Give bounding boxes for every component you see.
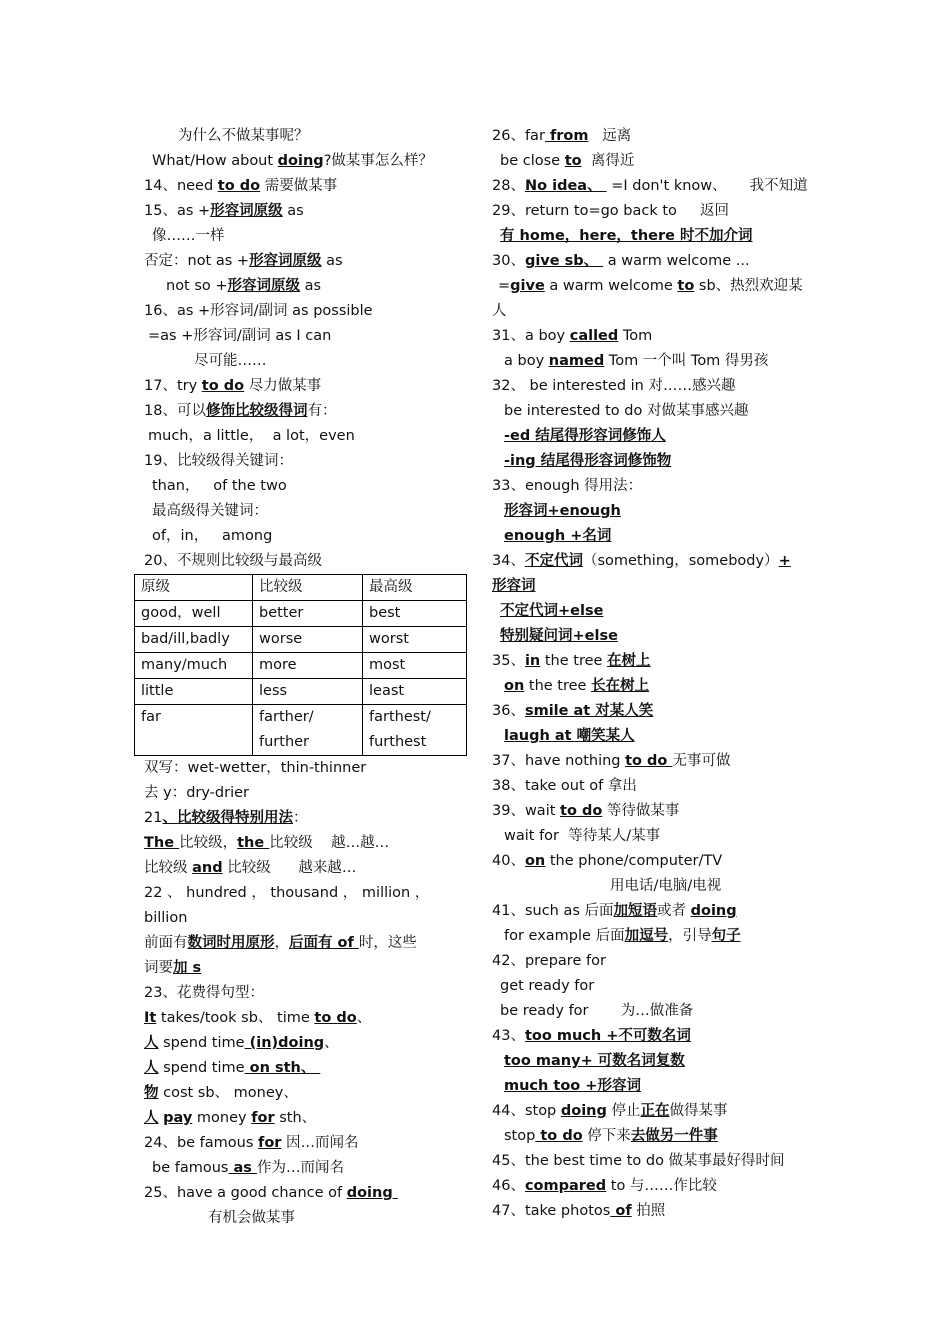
line-text: 30、: [492, 253, 525, 269]
line-text: 因…而闻名: [281, 1135, 359, 1151]
line-text: 做得某事: [669, 1103, 728, 1119]
emphasis-text: 修饰比较级得词: [205, 403, 308, 419]
emphasis-text: doing: [690, 903, 737, 919]
emphasis-text: on: [524, 853, 546, 869]
left-lines-bottom: [144, 756, 470, 1231]
emphasis-text: The: [144, 835, 180, 851]
line-text: 为什么不做某事呢？: [178, 128, 309, 144]
emphasis-text: 正在: [640, 1103, 670, 1119]
emphasis-text: 不定代词+else: [500, 603, 604, 619]
text-line: [144, 931, 470, 956]
table-row: [135, 627, 467, 653]
emphasis-text: named: [548, 353, 605, 369]
emphasis-text: give sb、: [524, 253, 604, 269]
emphasis-text: -ing 结尾得形容词修饰物: [504, 453, 672, 469]
table-row: [135, 601, 467, 627]
emphasis-text: in: [524, 653, 541, 669]
line-text: 去 y：dry-drier: [144, 785, 249, 801]
emphasis-text: to do: [625, 753, 673, 769]
line-text: 词要: [144, 960, 173, 976]
line-text: a boy: [504, 353, 549, 369]
emphasis-text: give: [510, 278, 545, 294]
text-line: [144, 1181, 470, 1206]
table-cell: 最高级: [363, 575, 467, 601]
line-text: 18、可以: [144, 403, 206, 419]
text-line: [144, 124, 470, 149]
line-text: 否定：not as +: [144, 253, 250, 269]
line-text: takes/took sb、 time: [156, 1010, 315, 1026]
text-line: [492, 824, 810, 849]
line-text: 需要做某事: [260, 178, 338, 194]
text-line: [144, 881, 470, 931]
text-line: [492, 549, 810, 574]
text-line: [144, 956, 470, 981]
emphasis-text: for: [258, 1135, 282, 1151]
text-line: [492, 1174, 810, 1199]
emphasis-text: 数词时用原形: [187, 935, 275, 951]
line-text: 比较级 越…越…: [269, 835, 390, 851]
emphasis-text: 加短语: [613, 903, 658, 919]
text-line: [492, 449, 810, 474]
line-text: 36、: [492, 703, 525, 719]
text-line: [144, 224, 470, 249]
emphasis-text: 长在树上: [591, 678, 650, 694]
line-text: ，引导: [668, 928, 712, 944]
table-row: [135, 679, 467, 705]
text-line: [492, 249, 810, 274]
line-text: as: [300, 278, 322, 294]
emphasis-text: too many+ 可数名词复数: [504, 1053, 685, 1069]
line-text: 15、as +: [144, 203, 211, 219]
text-line: [492, 674, 810, 699]
emphasis-text: 人: [144, 1060, 159, 1076]
text-line: [144, 1106, 470, 1131]
line-text: 25、have a good chance of: [144, 1185, 347, 1201]
text-line: [144, 524, 470, 549]
text-line: [144, 199, 470, 224]
line-text: 21: [144, 810, 163, 826]
text-line: [492, 999, 810, 1024]
line-text: 31、a boy: [492, 328, 570, 344]
emphasis-text: pay: [163, 1110, 193, 1126]
line-text: as: [321, 253, 343, 269]
line-text: 无事可做: [672, 753, 731, 769]
emphasis-text: 、比较级得特别用法: [162, 810, 293, 826]
text-line: [492, 399, 810, 424]
emphasis-text: laugh at 嘲笑某人: [504, 728, 635, 744]
table-row: [135, 705, 467, 756]
text-line: [492, 324, 810, 349]
line-text: 拍照: [631, 1203, 666, 1219]
text-line: [492, 899, 810, 924]
emphasis-text: 有 home，here，there 时不加介词: [500, 228, 753, 244]
line-text: =: [498, 278, 511, 294]
table-cell: least: [363, 679, 467, 705]
line-text: as: [282, 203, 304, 219]
text-line: [144, 174, 470, 199]
emphasis-text: doing: [277, 153, 324, 169]
text-line: [492, 649, 810, 674]
text-line: [492, 724, 810, 749]
line-text: wait for 等待某人/某事: [504, 828, 661, 844]
line-text: 17、try: [144, 378, 202, 394]
table-cell: bad/ill,badly: [135, 627, 253, 653]
line-text: 41、such as 后面: [492, 903, 614, 919]
line-text: 、: [356, 1010, 372, 1026]
left-lines-top: [144, 124, 470, 574]
text-line: [492, 924, 810, 949]
line-text: to 与……作比较: [606, 1178, 717, 1194]
emphasis-text: 形容词: [492, 578, 536, 594]
emphasis-text: 人: [144, 1110, 159, 1126]
text-line: [492, 174, 810, 199]
emphasis-text: 加逗号: [624, 928, 669, 944]
line-text: not so +: [166, 278, 228, 294]
line-text: 像……一样: [152, 228, 225, 244]
line-text: a warm welcome: [544, 278, 678, 294]
line-text: 尽力做某事: [244, 378, 322, 394]
line-text: Tom: [618, 328, 653, 344]
emphasis-text: as: [228, 1160, 257, 1176]
line-text: 人: [492, 303, 507, 319]
text-line: [492, 1099, 810, 1124]
line-text: 双写：wet-wetter，thin-thinner: [144, 760, 367, 776]
line-text: 38、take out of 拿出: [492, 778, 637, 794]
line-text: stop: [504, 1128, 536, 1144]
text-line: [492, 474, 810, 499]
emphasis-text: 形容词原级: [210, 203, 283, 219]
line-text: 39、wait: [492, 803, 561, 819]
text-line: [144, 1056, 470, 1081]
line-text: 32、 be interested in 对……感兴趣: [492, 378, 736, 394]
emphasis-text: to do: [201, 378, 245, 394]
line-text: （something，somebody）: [582, 553, 779, 569]
line-text: a warm welcome ...: [603, 253, 750, 269]
line-text: 40、: [492, 853, 525, 869]
table-cell: best: [363, 601, 467, 627]
line-text: 作为…而闻名: [256, 1160, 344, 1176]
text-line: [144, 149, 470, 174]
emphasis-text: 形容词原级: [249, 253, 322, 269]
emphasis-text: to do: [535, 1128, 583, 1144]
line-text: 45、the best time to do 做某事最好得时间: [492, 1153, 785, 1169]
emphasis-text: 人: [144, 1035, 159, 1051]
table-cell: 比较级: [253, 575, 363, 601]
emphasis-text: -ed 结尾得形容词修饰人: [504, 428, 666, 444]
text-line: [492, 774, 810, 799]
text-line: [144, 1006, 470, 1031]
line-text: 前面有: [144, 935, 188, 951]
emphasis-text: (in)doing: [244, 1035, 325, 1051]
emphasis-text: 不定代词: [524, 553, 583, 569]
emphasis-text: smile at 对某人笑: [524, 703, 654, 719]
line-text: 19、比较级得关键词：: [144, 453, 293, 469]
emphasis-text: 去做另一件事: [630, 1128, 718, 1144]
text-line: [492, 1024, 810, 1049]
text-line: [492, 849, 810, 874]
text-line: [144, 424, 470, 449]
text-line: [492, 974, 810, 999]
text-line: [492, 524, 810, 549]
right-lines: [492, 124, 810, 1224]
right-column: [492, 124, 810, 1224]
text-line: [492, 1199, 810, 1224]
line-text: ，: [274, 935, 289, 951]
text-line: [492, 199, 810, 224]
emphasis-text: to do: [314, 1010, 357, 1026]
table-cell: most: [363, 653, 467, 679]
emphasis-text: doing: [560, 1103, 607, 1119]
line-text: 47、take photos: [492, 1203, 611, 1219]
line-text: 比较级 越来越…: [222, 860, 357, 876]
emphasis-text: 形容词+enough: [504, 503, 621, 519]
line-text: 等待做某事: [602, 803, 680, 819]
line-text: What/How about: [152, 153, 278, 169]
table-cell: many/much: [135, 653, 253, 679]
table-cell: less: [253, 679, 363, 705]
table-cell: little: [135, 679, 253, 705]
text-line: [492, 124, 810, 149]
line-text: 20、不规则比较级与最高级: [144, 553, 322, 569]
table-cell: more: [253, 653, 363, 679]
emphasis-text: 物: [144, 1085, 159, 1101]
line-text: 离得近: [581, 153, 635, 169]
line-text: 34、: [492, 553, 525, 569]
text-line: [492, 374, 810, 399]
line-text: the tree: [540, 653, 608, 669]
text-line: [492, 1049, 810, 1074]
table-cell: far: [135, 705, 253, 756]
emphasis-text: to do: [217, 178, 261, 194]
line-text: cost sb、 money、: [158, 1085, 298, 1101]
text-line: [492, 574, 810, 599]
emphasis-text: No idea、: [524, 178, 607, 194]
text-line: [144, 399, 470, 424]
table-cell: better: [253, 601, 363, 627]
text-line: [144, 856, 470, 881]
text-line: [492, 1149, 810, 1174]
line-text: 远离: [588, 128, 632, 144]
line-text: 28、: [492, 178, 525, 194]
table-cell: 原级: [135, 575, 253, 601]
text-line: [144, 299, 470, 324]
emphasis-text: the: [237, 835, 270, 851]
text-line: [492, 949, 810, 974]
emphasis-text: on: [504, 678, 525, 694]
emphasis-text: 在树上: [607, 653, 651, 669]
line-text: 44、stop: [492, 1103, 561, 1119]
table-cell: farther/ further: [253, 705, 363, 756]
text-line: [492, 874, 810, 899]
table-row: [135, 653, 467, 679]
line-text: 用电话/电脑/电视: [610, 878, 722, 894]
text-line: [492, 349, 810, 374]
emphasis-text: 后面有 of: [289, 935, 359, 951]
line-text: Tom 一个叫 Tom 得男孩: [604, 353, 769, 369]
text-line: [492, 274, 810, 299]
line-text: ?做某事怎么样？: [323, 153, 433, 169]
line-text: be close: [500, 153, 565, 169]
emphasis-text: 加 s: [173, 960, 202, 976]
line-text: 停止: [606, 1103, 641, 1119]
line-text: the tree: [524, 678, 592, 694]
line-text: 16、as +形容词/副词 as possible: [144, 303, 373, 319]
line-text: 时，这些: [358, 935, 417, 951]
emphasis-text: compared: [524, 1178, 607, 1194]
line-text: 停下来: [582, 1128, 631, 1144]
line-text: sb、热烈欢迎某: [694, 278, 803, 294]
text-line: [492, 749, 810, 774]
emphasis-text: too much +不可数名词: [524, 1028, 691, 1044]
text-line: [492, 149, 810, 174]
text-line: [492, 599, 810, 624]
emphasis-text: much too +形容词: [504, 1078, 641, 1094]
line-text: 最高级得关键词：: [152, 503, 268, 519]
emphasis-text: 形容词原级: [227, 278, 301, 294]
text-line: [492, 699, 810, 724]
emphasis-text: on sth、: [244, 1060, 321, 1076]
line-text: =as +形容词/副词 as I can: [148, 328, 332, 344]
line-text: 有机会做某事: [208, 1210, 295, 1226]
emphasis-text: +: [778, 553, 791, 569]
line-text: 、: [324, 1035, 339, 1051]
text-line: [492, 424, 810, 449]
line-text: be famous: [152, 1160, 229, 1176]
line-text: 有：: [307, 403, 337, 419]
text-line: [144, 806, 470, 831]
table-cell: worst: [363, 627, 467, 653]
text-line: [144, 249, 470, 274]
text-line: [144, 781, 470, 806]
line-text: 比较级，: [179, 835, 238, 851]
text-line: [144, 1206, 470, 1231]
text-line: [144, 274, 470, 299]
text-line: [492, 224, 810, 249]
line-text: sth、: [274, 1110, 317, 1126]
text-line: [144, 374, 470, 399]
line-text: 46、: [492, 1178, 525, 1194]
line-text: the phone/computer/TV: [545, 853, 723, 869]
text-line: [144, 981, 470, 1006]
text-line: [492, 624, 810, 649]
line-text: get ready for: [500, 978, 595, 994]
text-line: [144, 499, 470, 524]
text-line: [144, 756, 470, 781]
line-text: much，a little， a lot，even: [148, 428, 355, 444]
line-text: =I don't know、 我不知道: [606, 178, 808, 194]
line-text: 23、花费得句型：: [144, 985, 264, 1001]
line-text: than， of the two: [152, 478, 287, 494]
emphasis-text: for: [251, 1110, 275, 1126]
emphasis-text: doing: [346, 1185, 398, 1201]
line-text: spend time: [158, 1035, 245, 1051]
line-text: 33、enough 得用法：: [492, 478, 643, 494]
text-line: [144, 1156, 470, 1181]
table-cell: good，well: [135, 601, 253, 627]
emphasis-text: 特别疑问词+else: [500, 628, 618, 644]
line-text: 37、have nothing: [492, 753, 626, 769]
text-line: [144, 549, 470, 574]
line-text: 24、be famous: [144, 1135, 259, 1151]
text-line: [144, 1031, 470, 1056]
line-text: spend time: [158, 1060, 245, 1076]
line-text: 或者: [657, 903, 691, 919]
emphasis-text: and: [192, 860, 223, 876]
line-text: 42、prepare for: [492, 953, 606, 969]
line-text: for example 后面: [504, 928, 625, 944]
line-text: be interested to do 对做某事感兴趣: [504, 403, 749, 419]
table-row: [135, 575, 467, 601]
text-line: [144, 349, 470, 374]
line-text: 43、: [492, 1028, 525, 1044]
line-text: of，in， among: [152, 528, 273, 544]
table-cell: worse: [253, 627, 363, 653]
emphasis-text: called: [569, 328, 619, 344]
text-line: [492, 1074, 810, 1099]
emphasis-text: 句子: [711, 928, 741, 944]
emphasis-text: to: [564, 153, 582, 169]
text-line: [144, 449, 470, 474]
line-text: be ready for 为…做准备: [500, 1003, 694, 1019]
line-text: 尽可能……: [194, 353, 267, 369]
line-text: money: [192, 1110, 252, 1126]
table-cell: farthest/ furthest: [363, 705, 467, 756]
emphasis-text: enough +名词: [504, 528, 612, 544]
emphasis-text: to do: [560, 803, 603, 819]
text-line: [144, 474, 470, 499]
line-text: 26、far: [492, 128, 545, 144]
text-line: [144, 831, 470, 856]
comparison-table: [134, 574, 467, 756]
text-line: [492, 799, 810, 824]
text-line: [144, 324, 470, 349]
line-text: 22 、 hundred ， thousand ， million ， billion: [144, 885, 434, 926]
line-text: 29、return to=go back to 返回: [492, 203, 729, 219]
text-line: [492, 499, 810, 524]
text-line: [144, 1081, 470, 1106]
emphasis-text: from: [544, 128, 589, 144]
line-text: ：: [292, 810, 308, 826]
line-text: 35、: [492, 653, 525, 669]
emphasis-text: It: [144, 1010, 157, 1026]
line-text: 14、need: [144, 178, 218, 194]
emphasis-text: of: [610, 1203, 632, 1219]
text-line: [144, 1131, 470, 1156]
emphasis-text: to: [677, 278, 695, 294]
text-line: [492, 1124, 810, 1149]
text-line: [492, 299, 810, 324]
line-text: 比较级: [144, 860, 193, 876]
left-column: [141, 124, 470, 1231]
